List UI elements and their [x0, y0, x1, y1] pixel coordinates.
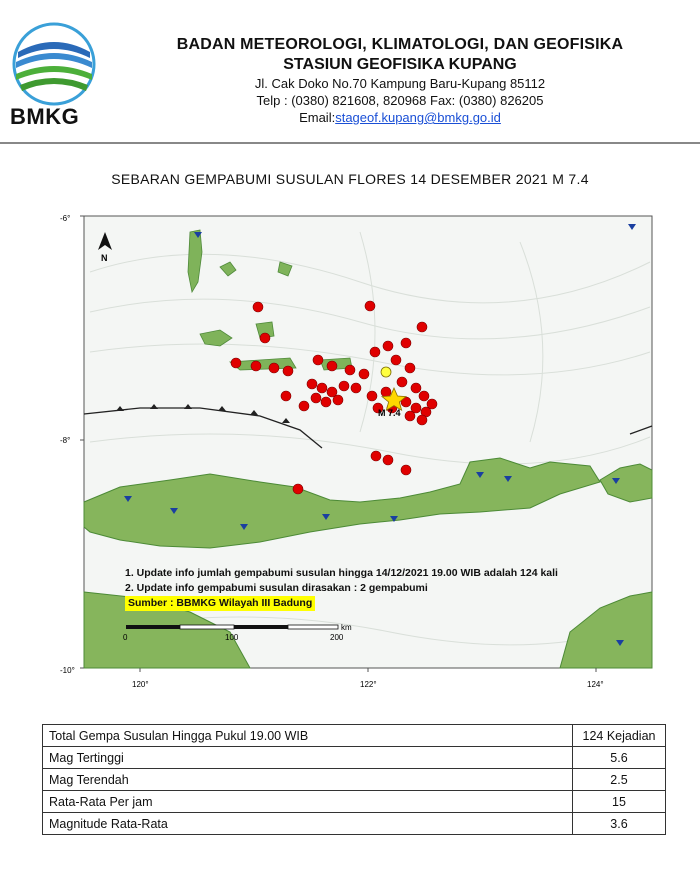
aftershock [367, 391, 377, 401]
aftershock [391, 355, 401, 365]
stat-label: Rata-Rata Per jam [43, 791, 573, 813]
aftershock [260, 333, 270, 343]
aftershock [405, 363, 415, 373]
aftershock [269, 363, 279, 373]
aftershock [311, 393, 321, 403]
north-label: N [101, 253, 108, 263]
aftershock [371, 451, 381, 461]
aftershock [401, 338, 411, 348]
table-row [43, 769, 666, 791]
lon-label-122: 122° [360, 680, 377, 689]
logo-wordmark: BMKG [10, 104, 80, 129]
aftershock [251, 361, 261, 371]
aftershock [283, 366, 293, 376]
table-row [43, 725, 666, 747]
aftershock [405, 411, 415, 421]
table-row [43, 791, 666, 813]
aftershock [365, 301, 375, 311]
aftershock [383, 341, 393, 351]
phone: Telp : (0380) 821608, 820968 Fax: (0380) 826205 [256, 93, 544, 108]
aftershock [281, 391, 291, 401]
stat-label: Total Gempa Susulan Hingga Pukul 19.00 WIB [43, 725, 573, 747]
source-label: Sumber : BBMKG Wilayah III Badung [125, 596, 315, 611]
org-block [110, 36, 690, 125]
aftershock [417, 415, 427, 425]
lon-label-124: 124° [587, 680, 604, 689]
table-row [43, 813, 666, 835]
scale-bar [126, 625, 338, 629]
stat-label: Mag Terendah [43, 769, 573, 791]
aftershock [253, 302, 263, 312]
aftershock [313, 355, 323, 365]
aftershock [333, 395, 343, 405]
station-name: STASIUN GEOFISIKA KUPANG [283, 56, 517, 73]
aftershock [383, 455, 393, 465]
stat-value: 5.6 [573, 747, 666, 769]
table-row [43, 747, 666, 769]
scale-label-100: 100 [225, 633, 239, 642]
scale-unit: km [341, 623, 352, 632]
email-label: Email: [299, 110, 336, 125]
stat-label: Mag Tertinggi [43, 747, 573, 769]
aftershock [419, 391, 429, 401]
note-2: 2. Update info gempabumi susulan dirasakan : 2 gempabumi [125, 582, 428, 594]
stat-value: 124 Kejadian [573, 725, 666, 747]
scale-label-0: 0 [123, 633, 128, 642]
aftershock [339, 381, 349, 391]
aftershock [351, 383, 361, 393]
stat-value: 3.6 [573, 813, 666, 835]
stat-value: 15 [573, 791, 666, 813]
email-line [110, 110, 690, 125]
stats-table [42, 724, 666, 835]
aftershock-map [60, 212, 660, 702]
lon-label-120: 120° [132, 680, 149, 689]
felt-aftershock-dot [381, 367, 391, 377]
mainshock-label: M 7.4 [378, 408, 401, 418]
org-name: BADAN METEOROLOGI, KLIMATOLOGI, DAN GEOFISIKA [176, 36, 624, 53]
stat-value: 2.5 [573, 769, 666, 791]
aftershock [370, 347, 380, 357]
scale-label-200: 200 [330, 633, 344, 642]
header-divider [0, 142, 700, 144]
aftershock [231, 358, 241, 368]
aftershock [359, 369, 369, 379]
map-notes [125, 566, 605, 611]
aftershock [317, 383, 327, 393]
map-svg [60, 212, 660, 702]
aftershock [417, 322, 427, 332]
stat-label: Magnitude Rata-Rata [43, 813, 573, 835]
address: Jl. Cak Doko No.70 Kampung Baru-Kupang 85112 [254, 76, 546, 91]
lat-label-8: -8° [60, 436, 71, 445]
lat-label-6: -6° [60, 214, 71, 223]
aftershock [321, 397, 331, 407]
aftershock [345, 365, 355, 375]
lat-label-10: -10° [60, 666, 75, 675]
note-1: 1. Update info jumlah gempabumi susulan hingga 14/12/2021 19.00 WIB adalah 124 kali [125, 567, 558, 579]
aftershock [307, 379, 317, 389]
aftershock [381, 387, 391, 397]
aftershock [299, 401, 309, 411]
aftershock [397, 377, 407, 387]
page-title: SEBARAN GEMPABUMI SUSULAN FLORES 14 DESEMBER 2021 M 7.4 [111, 171, 589, 187]
letterhead [0, 0, 700, 140]
aftershock [411, 383, 421, 393]
aftershock [293, 484, 303, 494]
aftershock [427, 399, 437, 409]
aftershock [327, 361, 337, 371]
aftershock [401, 465, 411, 475]
email-link[interactable]: stageof.kupang@bmkg.go.id [335, 110, 501, 125]
